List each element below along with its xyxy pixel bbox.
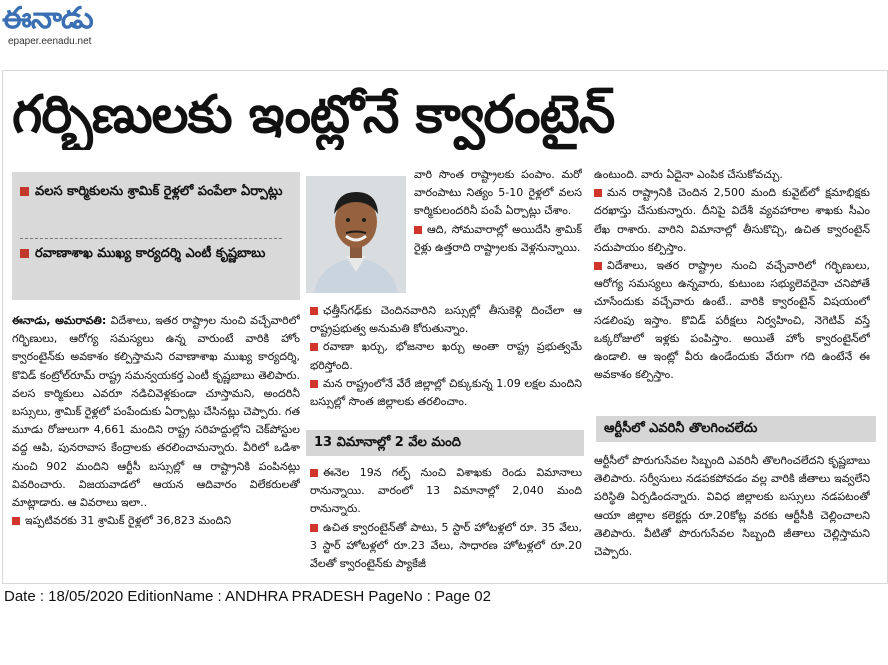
bullet-marker xyxy=(414,226,422,234)
column-2-bullet-3: రవాణా ఖర్చు, భోజనాల ఖర్చు అంతా రాష్ట్ర ప్రభుత్వమే భరిస్తోంది. xyxy=(310,340,582,372)
column-3-body: ఆర్టీసీలో పొరుగుసేవల సిబ్బంది ఎవరినీ తొలగించలేదని కృష్ణబాబు తెలిపారు. సర్వీసులు నడపకపోవడం వల్ల వారికి జీతాలు ఇవ్వలేని పరిస్థితి ఏర్పడిందన్నారు. వివిధ జిల్లాలకు బస్సులు నడపటంతో ఆయా జిల్లాల కలెక్టర్లు రూ.20కోట్ల వరకు ఆర్టీసీకి చెల్లించాలని తెలిపారు. వీటితో పొరుగుసేవల సిబ్బంది జీతాలు చెల్లిస్తామని చెప్పారు. xyxy=(594,454,870,559)
subhead-1-text: వలస కార్మికులను శ్రామిక్ రైళ్లలో పంపేలా ఏర్పాట్లు xyxy=(35,184,283,199)
bullet-marker xyxy=(310,524,318,532)
bullet-marker xyxy=(20,249,29,258)
portrait-photo xyxy=(306,176,406,293)
bullet-marker xyxy=(594,189,602,197)
subhead-divider xyxy=(20,238,282,239)
bullet-marker xyxy=(310,343,318,351)
column-2-bullet-4: మన రాష్ట్రంలోనే వేరే జిల్లాల్లో చిక్కుకున్న 1.09 లక్షల మందిని బస్సుల్లో సొంత జిల్లాలకు తరలించాం. xyxy=(310,376,582,409)
dateline: ఈనాడు, అమరావతి: xyxy=(12,314,107,327)
column-2-bullet-1: ఆది, సోమవారాల్లో అయిదేసి శ్రామిక్ రైళ్లు ఉత్తరాది రాష్ట్రాలకు వెళ్లనున్నాయి. xyxy=(414,222,582,254)
column-2-body xyxy=(310,302,582,420)
column-1 xyxy=(12,312,300,574)
column-2-top-text: వారి సొంత రాష్ట్రాలకు పంపాం. మరో వారంపాటు నిత్యం 5-10 రైళ్లలో వలస కార్మికులందరినీ పంపే ఏర్పాట్లు చేశాం. xyxy=(414,168,582,218)
bullet-marker xyxy=(594,262,602,270)
column-3-top xyxy=(594,166,870,412)
flights-subheading: 13 విమానాల్లో 2 వేల మంది xyxy=(306,430,584,456)
bullet-marker xyxy=(12,517,20,525)
column-3-top-text: ఉంటుంది. వారు ఏదైనా ఎంపిక చేసుకోవచ్చు. xyxy=(594,168,783,181)
column-2-bullet-5: ఈనెల 19న గల్ఫ్ నుంచి విశాఖకు రెండు విమానాలు రానున్నాయి. వారంలో 13 విమానాల్లో 2,040 మంది రానున్నారు. xyxy=(310,466,582,516)
bullet-marker xyxy=(310,469,318,477)
logo-site-url: epaper.eenadu.net xyxy=(8,36,92,47)
column-2-bullet-2: ఛత్తీస్‌గఢ్‌కు చెందినవారిని బస్సుల్లో తీసుకెళ్లి దించేలా ఆ రాష్ట్రప్రభుత్వ అనుమతి కోరుతున్నాం. xyxy=(310,304,582,336)
column-1-body: విదేశాలు, ఇతర రాష్ట్రాల నుంచి వచ్చేవారిలో గర్భిణులు, ఆరోగ్య సమస్యలు ఉన్న వారుంటే వారికి హోం క్వారంటైన్‌కు అవకాశం కల్పిస్తామని రవాణాశాఖ ముఖ్య కార్యదర్శి, కొవిడ్ కంట్రోల్‌రూమ్ రాష్ట్ర సమన్వయకర్త ఎంటీ కృష్ణబాబు తెలిపారు. వలస కార్మికులు ఎవరూ నడిచివెళ్లకుండా చూస్తామని, అందరినీ బస్సులు, శ్రామిక్ రైళ్లలో పంపేందుకు ఏర్పాట్లు చేసినట్లు చెప్పారు. గత మూడు రోజులుగా 4,661 మందిని రాష్ట్ర సరిహద్దుల్లోని చెక్‌పోస్టుల వద్ద ఆపి, పునరావాస కేంద్రాలకు తరలించామన్నారు. వీరిలో ఒడిశా నుంచి 902 మందిని ఆర్టీసీ బస్సుల్లో ఆ రాష్ట్రానికి పంపినట్లు వివరించారు. విజయవాడలో ఆయన ఆదివారం విలేకరులతో మాట్లాడారు. ఆ వివరాలు ఇలా.. xyxy=(12,314,300,510)
bullet-marker xyxy=(310,307,318,315)
bullet-marker xyxy=(310,380,318,388)
column-3-lower xyxy=(594,452,870,576)
column-2-top xyxy=(414,166,582,300)
eenadu-logo xyxy=(2,2,138,54)
bullet-marker xyxy=(20,187,29,196)
logo-mark: ఈనాడు xyxy=(2,1,93,36)
column-2-bullet-6: ఉచిత క్వారంటైన్‌తో పాటు, 5 స్టార్ హోటళ్లలో రూ. 35 వేలు, 3 స్టార్ హోటళ్లలో రూ.23 వేలు, సాధారణ హోటళ్లలో రూ.20 వేలతో క్వారంటైన్‌కు ప్యాకేజీ xyxy=(310,520,582,571)
column-1-bullet: ఇప్పటివరకు 31 శ్రామిక్ రైళ్లలో 36,823 మందిని xyxy=(25,514,232,528)
column-3-bullet-2: విదేశాలు, ఇతర రాష్ట్రాల నుంచి వచ్చేవారిలో గర్భిణులు, ఆరోగ్య సమస్యలు ఉన్నవారు, కుటుంబ సభ్యులెవరైనా చనిపోతే చూసేందుకు వచ్చేవారు ఉంటే.. వారికి క్వారంటైన్ విషయంలో సడలింపు ఇస్తాం. కొవిడ్ పరీక్షలు నిర్వహించి, నెగెటివ్ వస్తే ఒక్కరోజులో ఇళ్లకు పంపిస్తాం. అయితే హోం క్వారంటైన్‌లో ఉండాలి. ఆ ఇంట్లో వీరు ఉండేందుకు వేరుగా గది ఉంటేనే ఈ అవకాశం కల్పిస్తాం. xyxy=(594,259,870,382)
subhead-2 xyxy=(20,242,290,266)
subheads-box xyxy=(12,172,300,300)
headline: గర్భిణులకు ఇంట్లోనే క్వారంటైన్ xyxy=(12,85,615,145)
portrait-illustration xyxy=(306,176,406,293)
edition-footer: Date : 18/05/2020 EditionName : ANDHRA PRADESH PageNo : Page 02 xyxy=(4,588,491,605)
subhead-2-text: రవాణాశాఖ ముఖ్య కార్యదర్శి ఎంటీ కృష్ణబాబు xyxy=(35,246,266,261)
column-2-lower xyxy=(310,464,582,576)
column-3-bullet-1: మన రాష్ట్రానికి చెందిన 2,500 మంది కువైట్‌లో క్షమాభిక్షకు దరఖాస్తు చేసుకున్నారు. దీనిపై విదేశీ వ్యవహారాల శాఖకు సీఎం లేఖ రాశారు. వారిని విమానాల్లో తీసుకొచ్చి, ఉచిత క్వారంటైన్ సదుపాయం కల్పిస్తాం. xyxy=(594,186,870,254)
rtc-subheading: ఆర్టీసీలో ఎవరినీ తొలగించలేదు xyxy=(596,416,876,442)
subhead-1 xyxy=(20,180,290,204)
